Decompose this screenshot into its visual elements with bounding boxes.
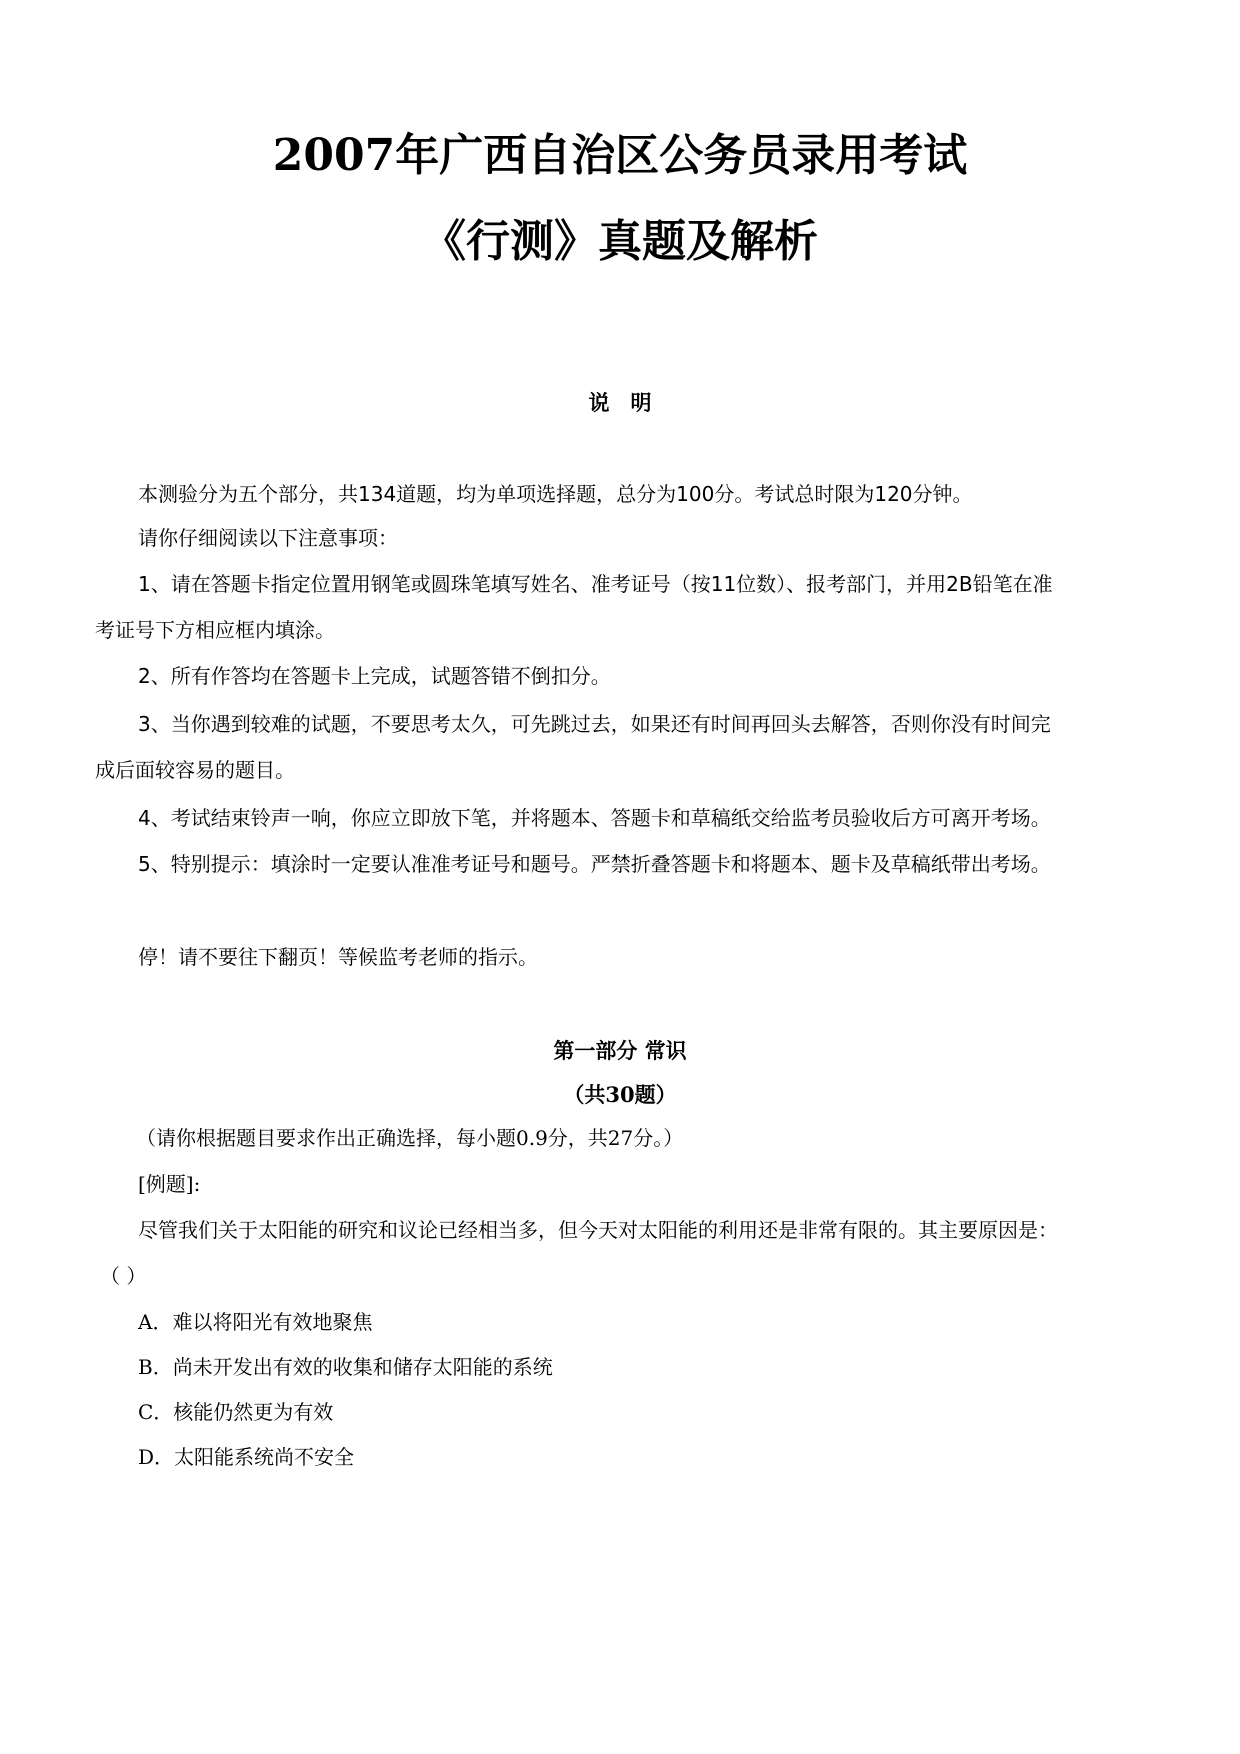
document-title-line1: 2007年广西自治区公务员录用考试 (272, 130, 968, 181)
instruction-item-4: 4、考试结束铃声一响，你应立即放下笔，并将题本、答题卡和草稿纸交给监考员验收后方可离开考场。 (138, 806, 1051, 830)
option-a: A．难以将阳光有效地聚焦 (138, 1310, 373, 1334)
stop-notice: 停！请不要往下翻页！等候监考老师的指示。 (138, 945, 538, 969)
part1-heading: 第一部分 常识 (553, 1038, 687, 1063)
instruction-item-3-line2: 成后面较容易的题目。 (95, 758, 295, 782)
part1-requirement: （请你根据题目要求作出正确选择，每小题0.9分，共27分。） (136, 1126, 684, 1150)
option-b: B．尚未开发出有效的收集和储存太阳能的系统 (138, 1355, 553, 1379)
instruction-item-1-line2: 考证号下方相应框内填涂。 (95, 618, 335, 642)
instructions-read-notice: 请你仔细阅读以下注意事项： (138, 526, 398, 550)
example-question-line2: （ ） (100, 1264, 147, 1288)
instruction-item-2: 2、所有作答均在答题卡上完成，试题答错不倒扣分。 (138, 664, 611, 688)
document-title-line2: 《行测》真题及解析 (422, 216, 818, 267)
option-d: D．太阳能系统尚不安全 (138, 1445, 355, 1469)
example-question-line1: 尽管我们关于太阳能的研究和议论已经相当多，但今天对太阳能的利用还是非常有限的。其主要原因是： (138, 1218, 1058, 1242)
option-c: C．核能仍然更为有效 (138, 1400, 334, 1424)
instructions-intro: 本测验分为五个部分，共134道题，均为单项选择题，总分为100分。考试总时限为120分钟。 (138, 482, 973, 506)
instruction-item-1-line1: 1、请在答题卡指定位置用钢笔或圆珠笔填写姓名、准考证号（按11位数）、报考部门，并用2B铅笔在准 (138, 572, 1053, 596)
instructions-heading: 说 明 (588, 390, 652, 415)
part1-question-count: （共30题） (563, 1082, 677, 1107)
instruction-item-3-line1: 3、当你遇到较难的试题，不要思考太久，可先跳过去，如果还有时间再回头去解答，否则你没有时间完 (138, 712, 1051, 736)
instruction-item-5: 5、特别提示：填涂时一定要认准准考证号和题号。严禁折叠答题卡和将题本、题卡及草稿纸带出考场。 (138, 852, 1051, 876)
example-label: [例题]: (138, 1172, 201, 1196)
